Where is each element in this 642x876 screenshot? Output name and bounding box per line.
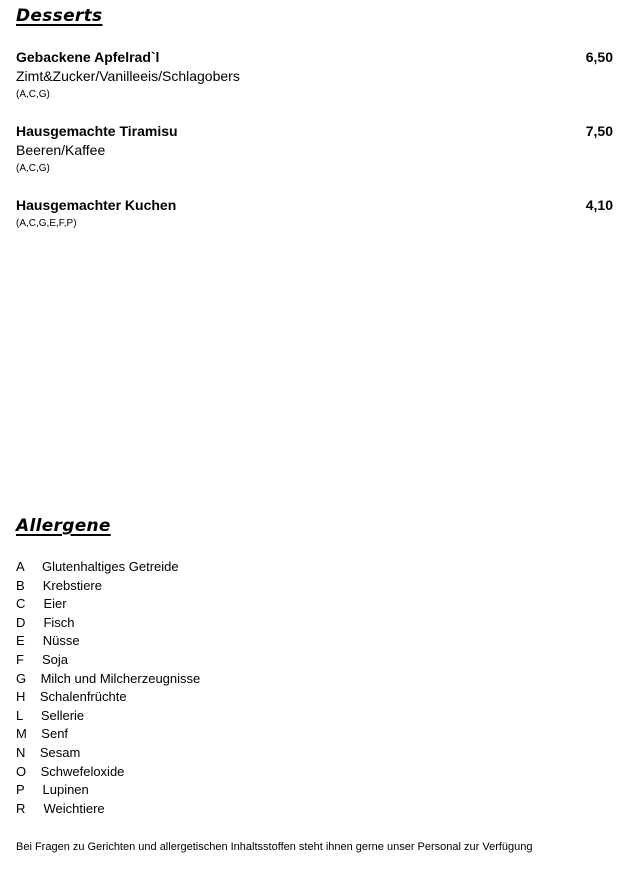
allergen-row bbox=[16, 670, 200, 689]
dish-header bbox=[16, 122, 613, 140]
allergen-label: Sellerie bbox=[40, 707, 85, 723]
allergen-row bbox=[16, 651, 200, 670]
allergen-code: M bbox=[16, 726, 27, 742]
allergen-row bbox=[16, 632, 200, 651]
dish-price: 6,50 bbox=[585, 49, 613, 65]
allergen-label: Schalenfrüchte bbox=[39, 689, 127, 705]
allergen-label: Eier bbox=[43, 596, 67, 612]
dish-allergen-codes: (A,C,G,E,F,P) bbox=[16, 218, 77, 229]
allergen-row bbox=[16, 558, 200, 577]
allergene-heading: Allergene bbox=[16, 516, 111, 536]
allergen-row bbox=[16, 800, 200, 819]
footnote: Bei Fragen zu Gerichten und allergetischen Inhaltsstoffen steht ihnen gerne unser Personal zur Verfügung bbox=[16, 841, 533, 853]
allergen-code: C bbox=[16, 596, 26, 612]
desserts-heading: Desserts bbox=[16, 6, 103, 26]
allergen-label: Glutenhaltiges Getreide bbox=[42, 559, 179, 574]
allergen-code: R bbox=[16, 800, 26, 816]
dish-name: Hausgemachte Tiramisu bbox=[16, 123, 178, 139]
dish-description: Beeren/Kaffee bbox=[16, 142, 106, 158]
allergen-code: D bbox=[16, 614, 26, 630]
dish-item bbox=[16, 122, 613, 175]
allergen-code: L bbox=[16, 707, 23, 723]
allergen-row bbox=[16, 614, 200, 633]
allergen-row bbox=[16, 595, 200, 614]
allergen-label: Nüsse bbox=[42, 633, 80, 649]
allergen-label: Krebstiere bbox=[42, 577, 102, 593]
allergen-row bbox=[16, 707, 200, 726]
dish-name: Gebackene Apfelrad`l bbox=[16, 49, 160, 65]
allergen-code: O bbox=[16, 763, 27, 779]
allergen-code: F bbox=[16, 651, 24, 667]
allergen-label: Lupinen bbox=[42, 782, 89, 798]
allergen-list bbox=[16, 558, 200, 818]
allergen-row bbox=[16, 744, 200, 763]
dish-item bbox=[16, 196, 613, 230]
dish-name: Hausgemachter Kuchen bbox=[16, 197, 177, 213]
allergen-code: N bbox=[16, 744, 26, 760]
allergen-label: Sesam bbox=[39, 744, 81, 760]
dish-description: Zimt&Zucker/Vanilleeis/Schlagobers bbox=[16, 68, 240, 84]
dish-header bbox=[16, 48, 613, 66]
allergen-code: E bbox=[16, 633, 25, 649]
dish-price: 7,50 bbox=[585, 123, 613, 139]
allergen-code: H bbox=[16, 689, 26, 705]
allergen-label: Senf bbox=[41, 726, 69, 742]
allergen-code: A bbox=[16, 559, 24, 574]
allergen-label: Fisch bbox=[43, 614, 75, 630]
dish-price: 4,10 bbox=[585, 197, 613, 213]
dish-allergen-codes: (A,C,G) bbox=[16, 89, 50, 100]
allergen-label: Soja bbox=[42, 651, 69, 667]
allergen-code: P bbox=[16, 782, 25, 798]
allergen-label: Weichtiere bbox=[43, 800, 105, 816]
allergen-row bbox=[16, 763, 200, 782]
allergen-code: B bbox=[16, 577, 25, 593]
dish-header bbox=[16, 196, 613, 214]
allergen-row bbox=[16, 781, 200, 800]
allergen-row bbox=[16, 725, 200, 744]
dish-allergen-codes: (A,C,G) bbox=[16, 163, 50, 174]
dish-item bbox=[16, 48, 613, 101]
allergen-label: Milch und Milcherzeugnisse bbox=[40, 670, 201, 686]
allergen-label: Schwefeloxide bbox=[40, 763, 125, 779]
allergen-row bbox=[16, 688, 200, 707]
allergen-row bbox=[16, 577, 200, 596]
allergen-code: G bbox=[16, 670, 27, 686]
